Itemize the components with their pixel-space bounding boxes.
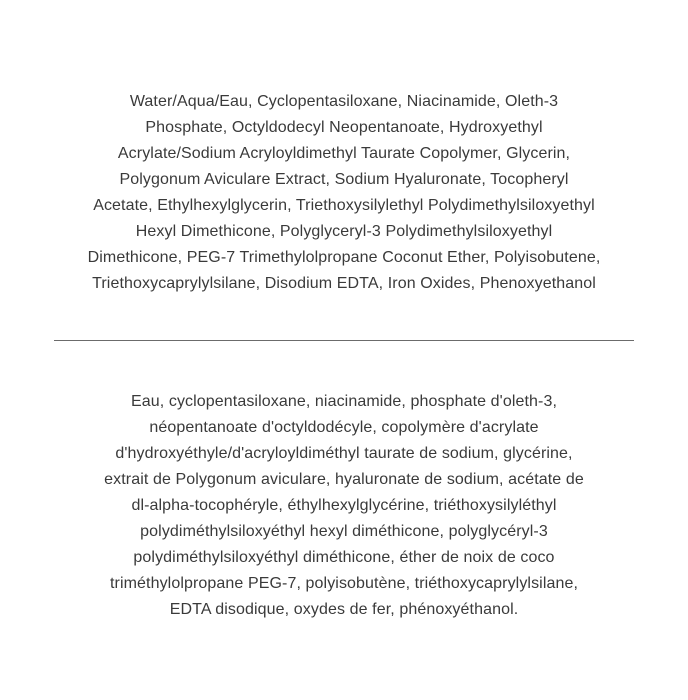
ingredients-french-line: d'hydroxyéthyle/d'acryloyldiméthyl taurate de sodium, glycérine, bbox=[115, 445, 573, 462]
ingredients-french-line: Eau, cyclopentasiloxane, niacinamide, phosphate d'oleth-3, bbox=[130, 393, 558, 410]
ingredients-french-line: triméthylolpropane PEG-7, polyisobutène, triéthoxycaprylylsilane, bbox=[109, 575, 579, 592]
ingredients-french-line: extrait de Polygonum aviculare, hyaluronate de sodium, acétate de bbox=[104, 471, 584, 488]
ingredients-english-line: Acrylate/Sodium Acryloyldimethyl Taurate Copolymer, Glycerin, bbox=[117, 145, 571, 162]
ingredients-english bbox=[0, 89, 688, 297]
ingredients-french-line: dl-alpha-tocophéryle, éthylhexylglycérine, triéthoxysilyléthyl bbox=[131, 497, 557, 514]
ingredients-english-line: Dimethicone, PEG-7 Trimethylolpropane Coconut Ether, Polyisobutene, bbox=[87, 249, 601, 266]
ingredients-french bbox=[0, 389, 688, 623]
ingredients-english-line: Water/Aqua/Eau, Cyclopentasiloxane, Niacinamide, Oleth-3 bbox=[129, 93, 559, 110]
ingredients-english-line: Acetate, Ethylhexylglycerin, Triethoxysilylethyl Polydimethylsiloxyethyl bbox=[93, 197, 595, 214]
ingredients-english-line: Polygonum Aviculare Extract, Sodium Hyaluronate, Tocopheryl bbox=[119, 171, 569, 188]
ingredients-english-line: Triethoxycaprylylsilane, Disodium EDTA, Iron Oxides, Phenoxyethanol bbox=[92, 275, 596, 292]
ingredients-french-line: polydiméthylsiloxyéthyl hexyl diméthicone, polyglycéryl-3 bbox=[140, 523, 548, 540]
ingredients-french-line: néopentanoate d'octyldodécyle, copolymère d'acrylate bbox=[149, 419, 539, 436]
ingredients-french-line: EDTA disodique, oxydes de fer, phénoxyéthanol. bbox=[169, 601, 519, 618]
section-divider bbox=[54, 340, 634, 341]
ingredients-english-line: Hexyl Dimethicone, Polyglyceryl-3 Polydimethylsiloxyethyl bbox=[135, 223, 553, 240]
ingredients-french-line: polydiméthylsiloxyéthyl diméthicone, éther de noix de coco bbox=[133, 549, 555, 566]
ingredients-english-line: Phosphate, Octyldodecyl Neopentanoate, Hydroxyethyl bbox=[145, 119, 543, 136]
